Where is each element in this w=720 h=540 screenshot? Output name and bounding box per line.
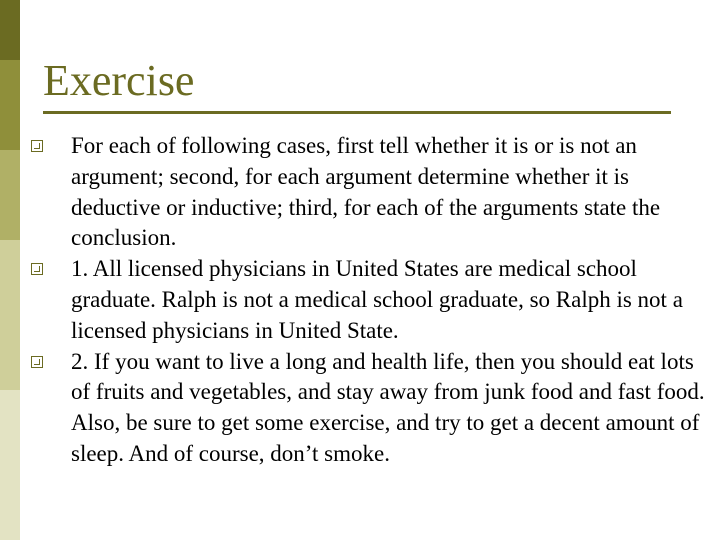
square-bullet-icon [31,263,43,275]
decorative-side-bar [0,0,20,540]
square-bullet-icon [31,356,43,368]
bullet-item-case-2 [27,347,715,470]
square-bullet-icon [31,140,43,152]
bullet-item-case-1 [27,254,715,346]
side-bar-segment [0,240,20,390]
side-bar-segment [0,0,20,60]
bullet-text: 2. If you want to live a long and health life, then you should eat lots of fruits and vegetables, and stay away from junk food and fast food. Also, be sure to get some exercise, and try to get a decent amount of sleep. And of course, don’t smoke. [71,348,705,466]
title-underline-divider [43,111,671,114]
bullet-text: 1. All licensed physicians in United States are medical school graduate. Ralph is not a medical school graduate, so Ralph is not a licensed physicians in United State. [71,256,683,343]
side-bar-segment [0,150,20,240]
bullet-list [27,131,715,470]
side-bar-segment [0,60,20,150]
side-bar-segment [0,390,20,540]
slide-title: Exercise [43,56,195,105]
bullet-item-instructions [27,131,715,254]
bullet-text: For each of following cases, first tell whether it is or is not an argument; second, for each argument determine whether it is deductive or inductive; third, for each of the arguments state the conclusion. [71,133,661,251]
